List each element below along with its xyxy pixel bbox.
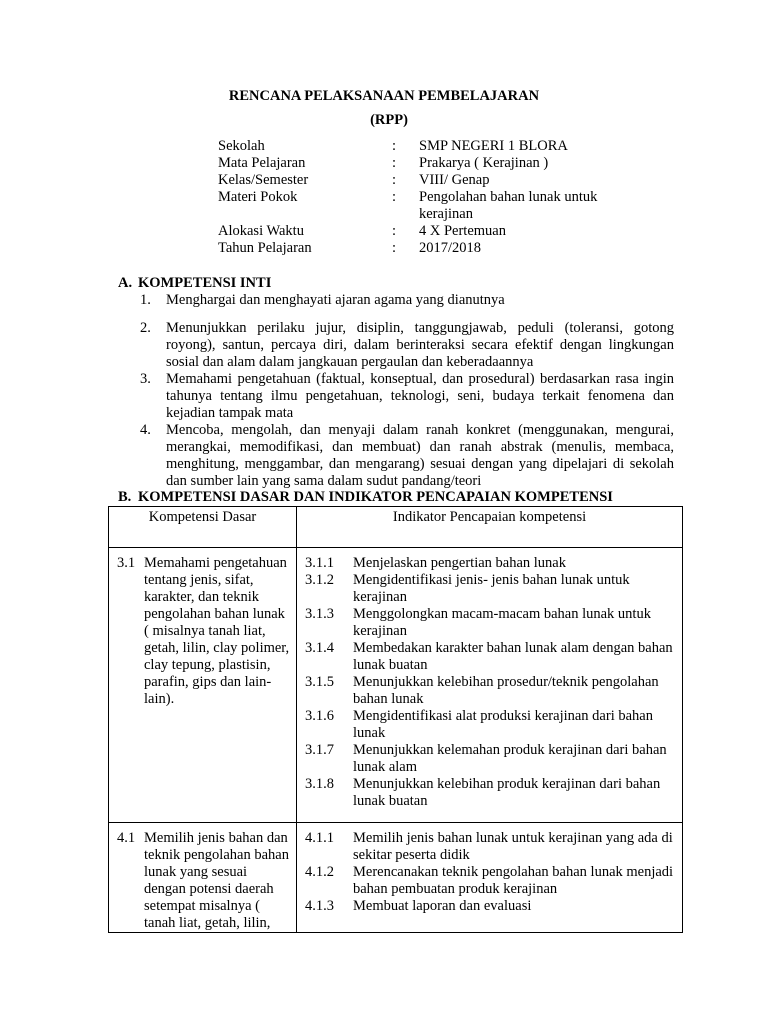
header-kompetensi-dasar: Kompetensi Dasar [109, 507, 297, 548]
indicator-text: Membedakan karakter bahan lunak alam dengan bahan lunak buatan [353, 640, 673, 673]
info-value: VIII/ Genap [419, 172, 490, 188]
indicator-text: Mengidentifikasi jenis- jenis bahan lunak untuk kerajinan [353, 572, 630, 605]
ki-item-1 [140, 292, 674, 309]
ki-item-2 [140, 320, 674, 371]
indicator-cell [297, 548, 683, 823]
indicator-text: Membuat laporan dan evaluasi [353, 898, 532, 914]
ki-text: Memahami pengetahuan (faktual, konseptual, dan prosedural) berdasarkan rasa ingin tahunya tentang ilmu pengetahuan, teknologi, seni, budaya terkait fenomena dan kejadian tampak mata [166, 371, 674, 421]
section-a-letter: A. [118, 275, 133, 291]
document-subtitle: (RPP) [370, 112, 408, 128]
info-label: Alokasi Waktu [218, 223, 304, 239]
kd-text: Memilih jenis bahan dan teknik pengolahan bahan lunak yang sesuai dengan potensi daerah setempat misalnya ( tanah liat, getah, lilin, [144, 830, 289, 931]
info-colon: : [392, 240, 397, 256]
indicator-item [305, 864, 678, 898]
section-b-letter: B. [118, 489, 132, 505]
indicator-text: Menunjukkan kelemahan produk kerajinan dari bahan lunak alam [353, 742, 667, 775]
indicator-code: 3.1.3 [305, 606, 334, 622]
info-label: Kelas/Semester [218, 172, 309, 188]
indicator-code: 3.1.8 [305, 776, 334, 792]
section-b-heading [118, 489, 613, 506]
info-value: 2017/2018 [419, 240, 482, 256]
indicator-code: 3.1.6 [305, 708, 334, 724]
section-a-heading [118, 275, 271, 292]
table-row [109, 548, 683, 823]
kd-code: 4.1 [117, 830, 136, 846]
info-value: Prakarya ( Kerajinan ) [419, 155, 549, 171]
ki-number: 2. [140, 320, 151, 336]
indicator-code: 3.1.5 [305, 674, 334, 690]
indicator-cell [297, 823, 683, 933]
kd-code: 3.1 [117, 555, 136, 571]
indicator-item [305, 898, 678, 915]
ki-text: Mencoba, mengolah, dan menyaji dalam ranah konkret (menggunakan, mengurai, merangkai, memodifikasi, dan membuat) dan ranah abstrak (menulis, membaca, menghitung, menggambar, dan mengarang) sesuai dengan yang dipelajari di sekolah dan sumber lain yang sama dalam sudut pandang/teori [166, 422, 674, 489]
indicator-item [305, 776, 678, 810]
info-colon: : [392, 155, 397, 171]
info-colon: : [392, 138, 397, 154]
table-row [109, 823, 683, 933]
table-header-row [109, 507, 683, 548]
indicator-text: Memilih jenis bahan lunak untuk kerajinan yang ada di sekitar peserta didik [353, 830, 673, 863]
indicator-code: 3.1.1 [305, 555, 334, 571]
indicator-item [305, 674, 678, 708]
indicator-text: Mengidentifikasi alat produksi kerajinan dari bahan lunak [353, 708, 653, 741]
indicator-code: 4.1.1 [305, 830, 334, 846]
indicator-text: Menggolongkan macam-macam bahan lunak untuk kerajinan [353, 606, 651, 639]
info-colon: : [392, 172, 397, 188]
kd-text: Memahami pengetahuan tentang jenis, sifat, karakter, dan teknik pengolahan bahan lunak ( misalnya tanah liat, getah, lilin, clay polimer, clay tepung, plastisin, parafin, gips dan lain-lain). [144, 555, 290, 707]
indicator-item [305, 742, 678, 776]
indicator-code: 3.1.4 [305, 640, 334, 656]
indicator-text: Menunjukkan kelebihan produk kerajinan dari bahan lunak buatan [353, 776, 661, 809]
document-title: RENCANA PELAKSANAAN PEMBELAJARAN [228, 88, 540, 104]
indicator-item [305, 830, 678, 864]
ki-number: 3. [140, 371, 151, 387]
section-b-title: KOMPETENSI DASAR DAN INDIKATOR PENCAPAIAN KOMPETENSI [138, 489, 613, 505]
kd-cell [109, 823, 297, 933]
indicator-item [305, 555, 678, 572]
info-label: Materi Pokok [218, 189, 298, 205]
ki-item-3 [140, 371, 674, 422]
ki-item-4 [140, 422, 674, 490]
indicator-item [305, 708, 678, 742]
indicator-code: 4.1.2 [305, 864, 334, 880]
indicator-text: Menunjukkan kelebihan prosedur/teknik pengolahan bahan lunak [353, 674, 659, 707]
info-label: Tahun Pelajaran [218, 240, 312, 256]
section-a-title: KOMPETENSI INTI [138, 275, 272, 291]
header-indikator: Indikator Pencapaian kompetensi [297, 507, 683, 548]
ki-number: 4. [140, 422, 151, 438]
info-colon: : [392, 189, 397, 205]
indicator-item [305, 640, 678, 674]
info-value: 4 X Pertemuan [419, 223, 506, 239]
ki-text: Menghargai dan menghayati ajaran agama yang dianutnya [166, 292, 505, 308]
info-colon: : [392, 223, 397, 239]
indicator-text: Merencanakan teknik pengolahan bahan lunak menjadi bahan pembuatan produk kerajinan [353, 864, 674, 897]
indicator-text: Menjelaskan pengertian bahan lunak [353, 555, 566, 571]
kd-table [108, 506, 683, 933]
info-label: Mata Pelajaran [218, 155, 306, 171]
indicator-item [305, 572, 678, 606]
kd-cell [109, 548, 297, 823]
ki-text: Menunjukkan perilaku jujur, disiplin, tanggungjawab, peduli (toleransi, gotong royong), santun, percaya diri, dalam berinteraksi secara efektif dengan lingkungan sosial dan alam dalam jangkauan pergaulan dan keberadaannya [166, 320, 674, 370]
indicator-item [305, 606, 678, 640]
ki-number: 1. [140, 292, 151, 308]
info-label: Sekolah [218, 138, 265, 154]
indicator-code: 3.1.7 [305, 742, 334, 758]
info-value: SMP NEGERI 1 BLORA [419, 138, 568, 154]
info-value: Pengolahan bahan lunak untuk kerajinan [419, 189, 598, 222]
indicator-code: 4.1.3 [305, 898, 334, 914]
indicator-code: 3.1.2 [305, 572, 334, 588]
